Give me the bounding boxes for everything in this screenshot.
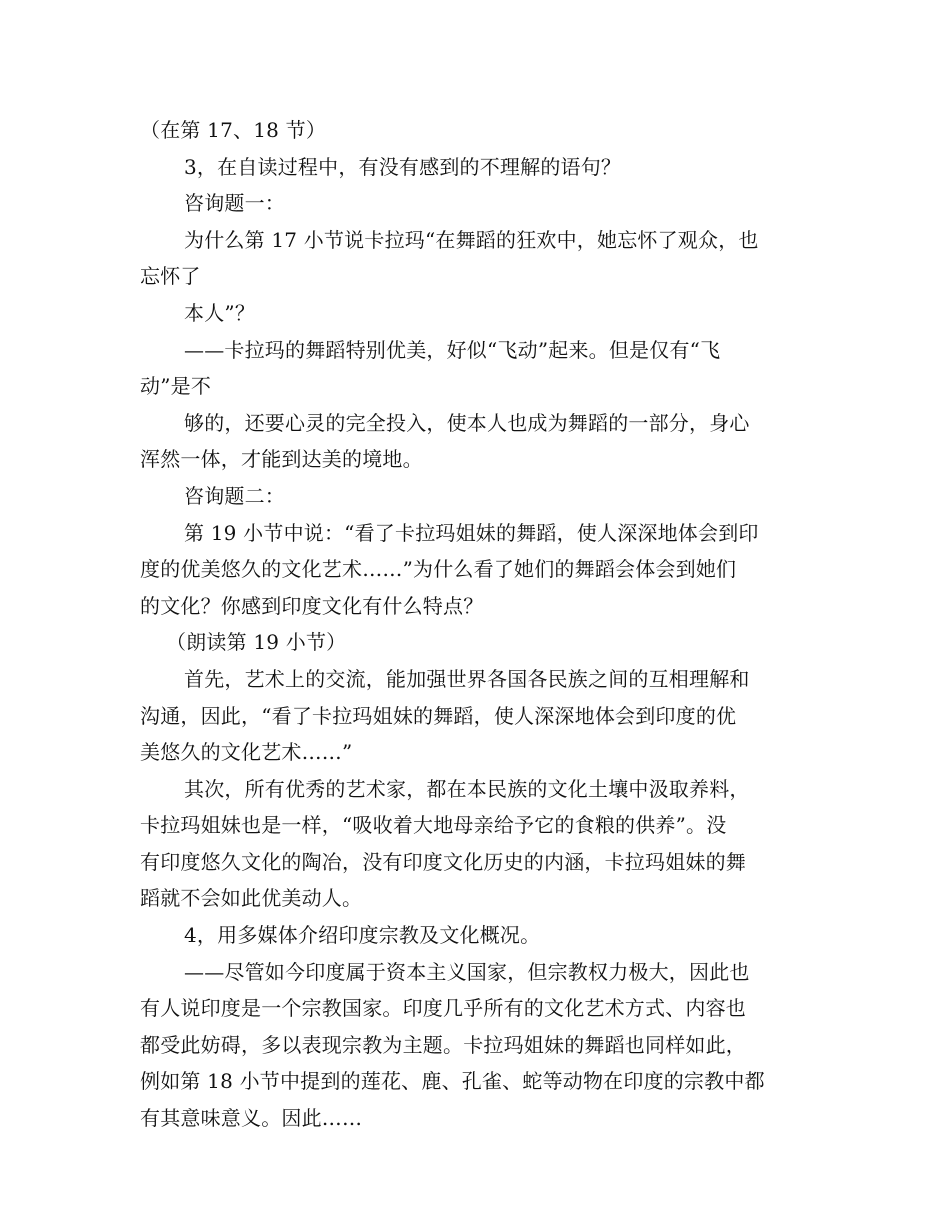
text-line: 的文化？你感到印度文化有什么特点？ bbox=[140, 593, 484, 618]
text-line: 4，用多媒体介绍印度宗教及文化概况。 bbox=[184, 923, 541, 948]
text-line: 动”是不 bbox=[140, 374, 212, 399]
text-line: （朗读第 19 小节） bbox=[166, 630, 347, 655]
text-line: 咨询题一： bbox=[184, 191, 285, 216]
text-line: 都受此妨碍，多以表现宗教为主题。卡拉玛姐妹的舞蹈也同样如此， bbox=[140, 1032, 746, 1057]
text-line: 其次，所有优秀的艺术家，都在本民族的文化土壤中汲取养料， bbox=[184, 776, 750, 801]
text-line: 度的优美悠久的文化艺术……”为什么看了她们的舞蹈会体会到她们 bbox=[140, 557, 737, 582]
text-line: 蹈就不会如此优美动人。 bbox=[140, 886, 363, 911]
text-line: 沟通，因此，“看了卡拉玛姐妹的舞蹈，使人深深地体会到印度的优 bbox=[140, 703, 737, 728]
text-line: 浑然一体，才能到达美的境地。 bbox=[140, 447, 423, 472]
text-line: 首先，艺术上的交流，能加强世界各国各民族之间的互相理解和 bbox=[184, 666, 750, 691]
text-line: 例如第 18 小节中提到的莲花、鹿、孔雀、蛇等动物在印度的宗教中都 bbox=[140, 1069, 765, 1094]
text-line: 有其意味意义。因此…… bbox=[140, 1106, 363, 1131]
text-line: 咨询题二： bbox=[184, 483, 285, 508]
text-line: 本人”？ bbox=[184, 300, 256, 325]
text-line: 美悠久的文化艺术……” bbox=[140, 740, 353, 765]
text-line: 卡拉玛姐妹也是一样，“吸收着大地母亲给予它的食粮的供养”。没 bbox=[140, 813, 727, 838]
text-line: 有印度悠久文化的陶冶，没有印度文化历史的内涵，卡拉玛姐妹的舞 bbox=[140, 849, 746, 874]
text-line: 为什么第 17 小节说卡拉玛“在舞蹈的狂欢中，她忘怀了观众，也 bbox=[184, 227, 759, 252]
document-body bbox=[140, 112, 810, 1137]
text-line: 有人说印度是一个宗教国家。印度几乎所有的文化艺术方式、内容也 bbox=[140, 996, 746, 1021]
text-line: 3，在自读过程中，有没有感到的不理解的语句？ bbox=[184, 154, 622, 179]
text-line: ——尽管如今印度属于资本主义国家，但宗教权力极大，因此也 bbox=[184, 959, 750, 984]
text-line: ——卡拉玛的舞蹈特别优美，好似“飞动”起来。但是仅有“飞 bbox=[184, 337, 721, 362]
text-line: 第 19 小节中说：“看了卡拉玛姐妹的舞蹈，使人深深地体会到印 bbox=[184, 520, 759, 545]
text-line: 忘怀了 bbox=[140, 264, 201, 289]
text-line: （在第 17、18 节） bbox=[140, 118, 327, 142]
text-line: 够的，还要心灵的完全投入，使本人也成为舞蹈的一部分，身心 bbox=[184, 410, 750, 435]
